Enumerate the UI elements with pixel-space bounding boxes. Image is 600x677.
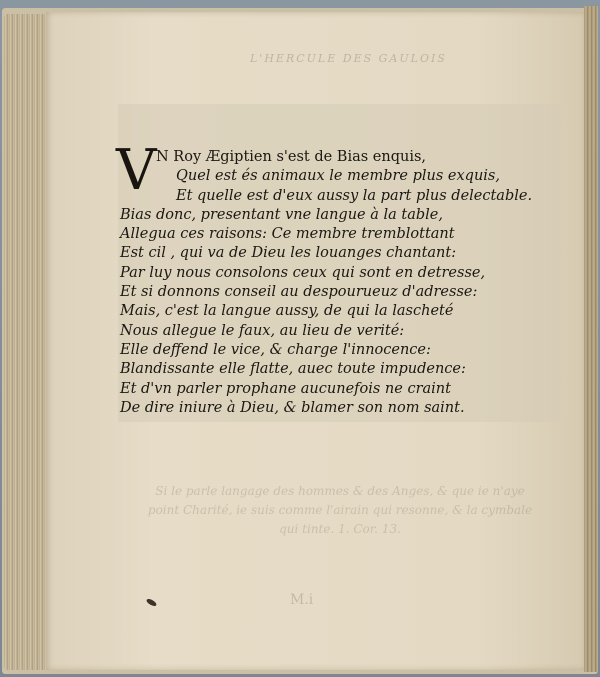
poem-line: Allegua ces raisons: Ce membre tremblottant (120, 226, 455, 243)
drop-cap: V (116, 138, 157, 203)
poem-line: Bias donc, presentant vne langue à la table, (120, 206, 443, 223)
poem-line: De dire iniure à Dieu, & blamer son nom saint. (120, 399, 465, 416)
poem-line: Par luy nous consolons ceux qui sont en detresse, (120, 264, 486, 281)
poem-line: Et si donnons conseil au despourueuz d'adresse: (120, 284, 478, 301)
page-edges-right (584, 6, 598, 672)
poem-line: N Roy Ægiptien s'est de Bias enquis, (156, 149, 427, 165)
poem-line: Mais, c'est la langue aussy, de qui la lascheté (120, 303, 454, 320)
poem-line: Elle deffend le vice, & charge l'innocence: (120, 341, 431, 358)
poem-line: Est cil , qui va de Dieu les louanges chantant: (120, 245, 457, 262)
poem-line: Et quelle est d'eux aussy la part plus delectable. (176, 187, 533, 204)
poem-line: Nous allegue le faux, au lieu de verité: (120, 322, 405, 339)
show-through-text: Si le parle langage des hommes & des Anges, & que ie n'aye point Charité, ie suis comme l'airain qui resonne, & la cymbale qui tinte. 1. Cor. 13. (147, 484, 533, 536)
signature-mark: M.i (290, 592, 314, 608)
poem-line: Blandissante elle flatte, auec toute impudence: (120, 361, 466, 378)
poem (120, 148, 560, 418)
poem-line: Quel est és animaux le membre plus exquis, (176, 168, 500, 185)
poem-line: Et d'vn parler prophane aucunefois ne craint (120, 380, 451, 397)
running-head-show-through: L'HERCULE DES GAULOIS (250, 52, 447, 65)
page-edges-left (4, 14, 52, 670)
